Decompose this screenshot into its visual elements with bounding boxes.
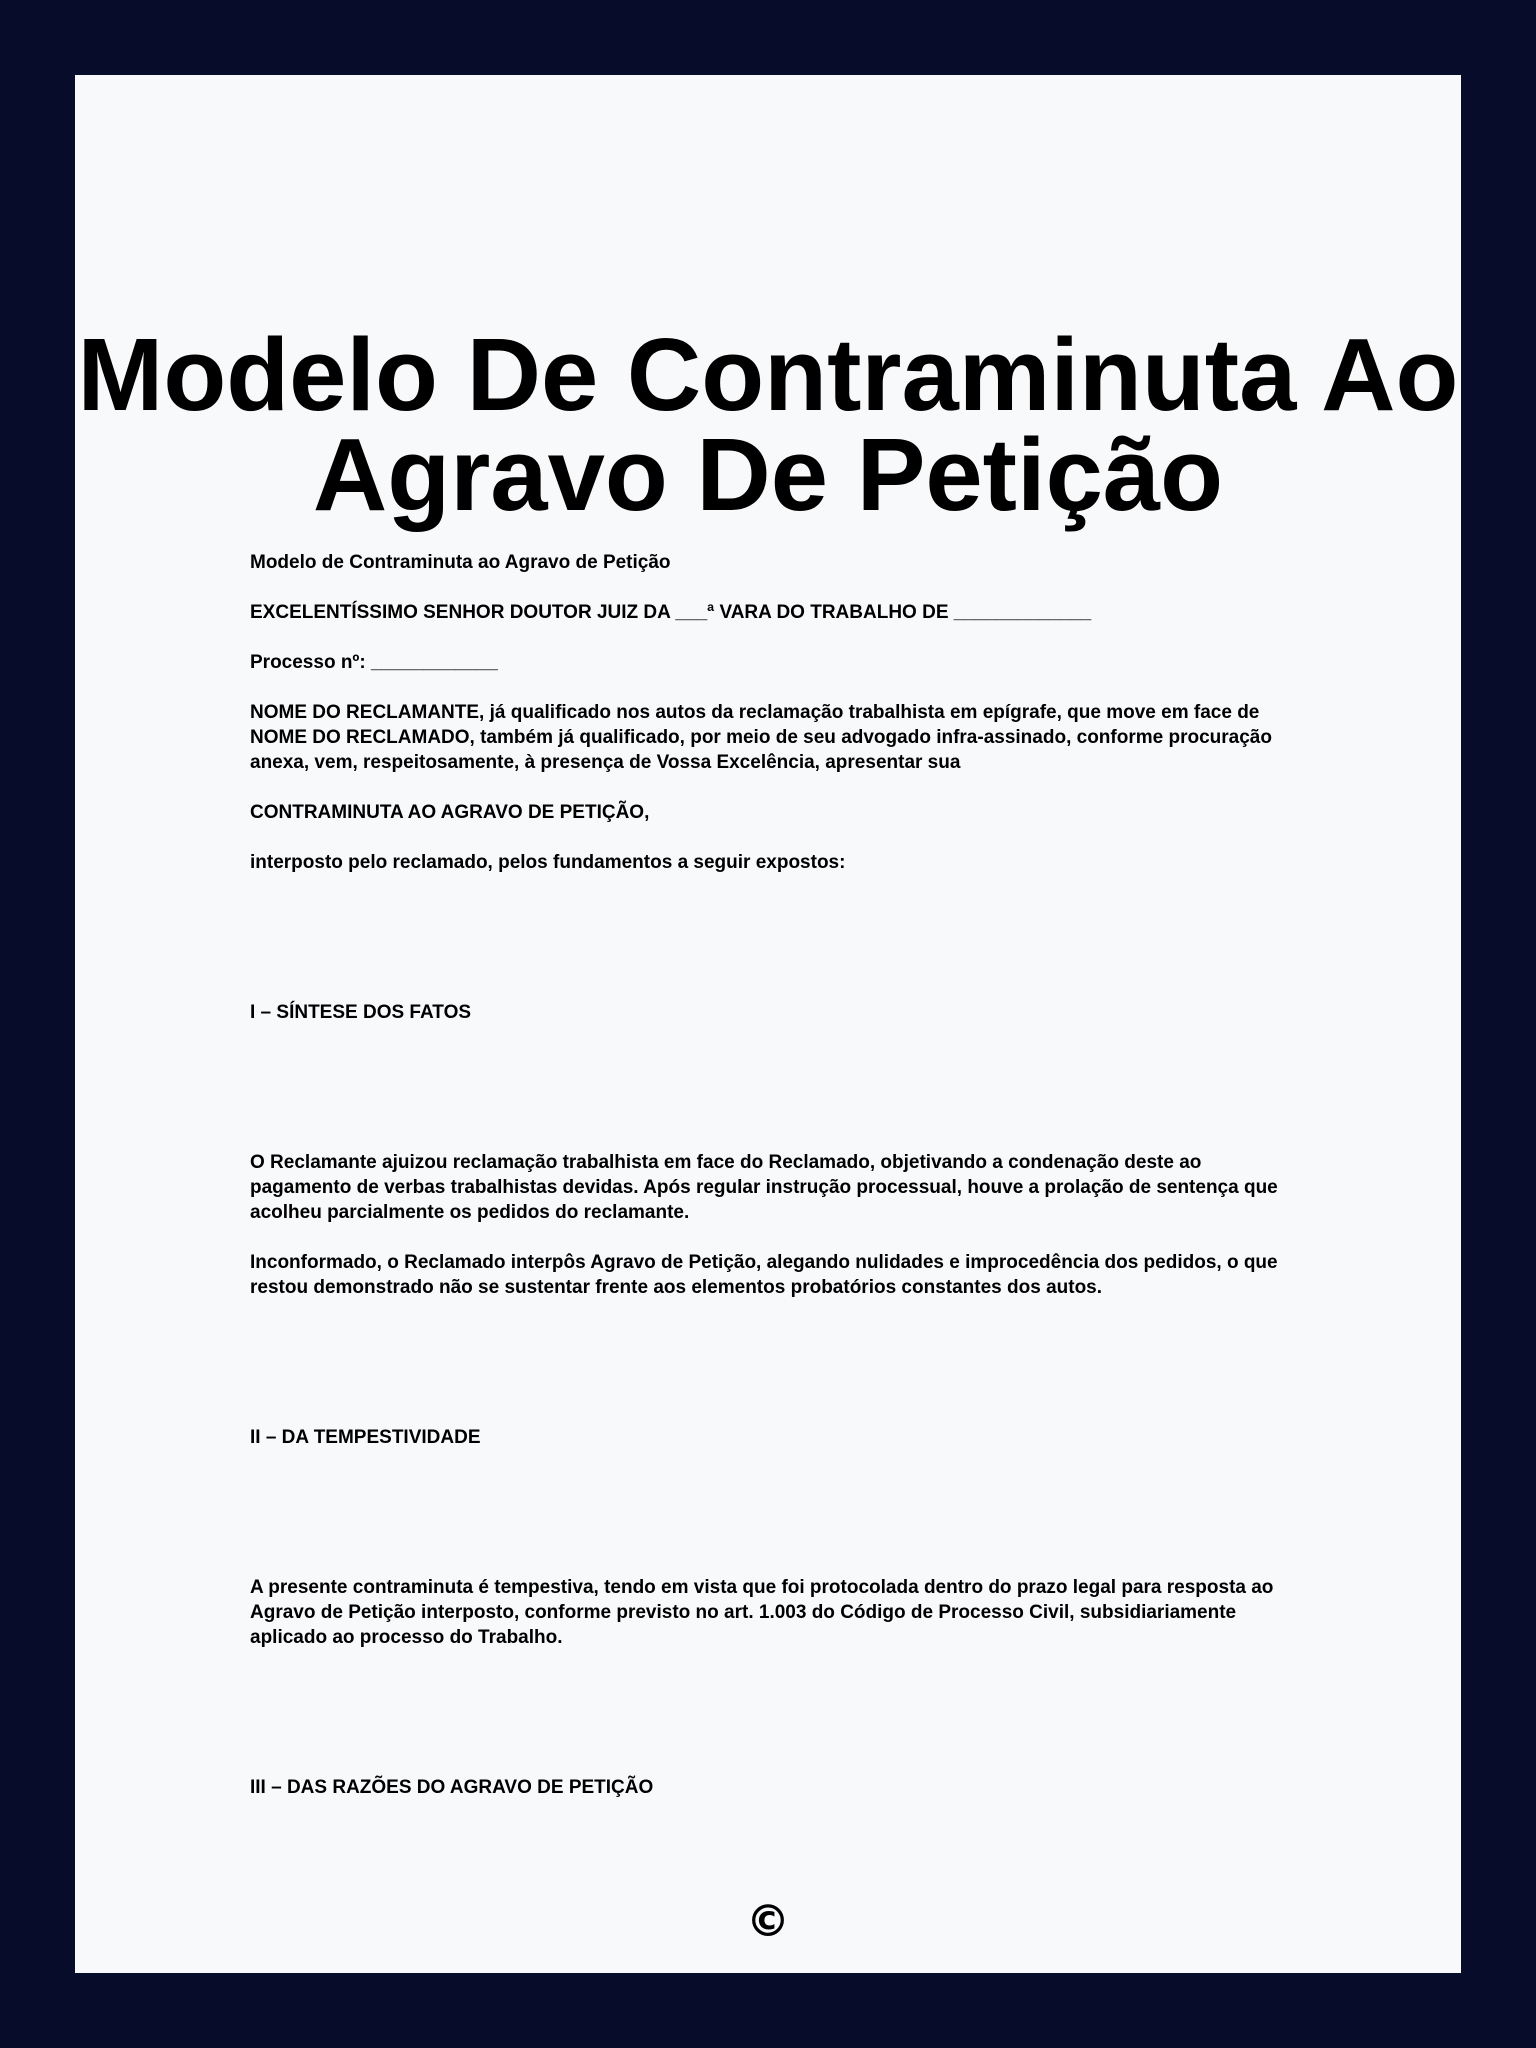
section-heading-razoes: III – DAS RAZÕES DO AGRAVO DE PETIÇÃO — [250, 1777, 654, 1798]
section-heading-sintese: I – SÍNTESE DOS FATOS — [250, 1002, 472, 1023]
document-heading: Modelo de Contraminuta ao Agravo de Petição — [250, 552, 671, 573]
document-title: Modelo De Contraminuta Ao Agravo De Petição — [77, 317, 1459, 532]
section-paragraph: A presente contraminuta é tempestiva, tendo em vista que foi protocolada dentro do prazo legal para resposta ao Agravo de Petição interposto, conforme previsto no art. 1.003 do Código de Processo Civil, subsidiariamente aplicado ao processo do Trabalho. — [250, 1577, 1274, 1648]
intro-paragraph: NOME DO RECLAMANTE, já qualificado nos autos da reclamação trabalhista em epígrafe, que move em face de NOME DO RECLAMADO, também já qualificado, por meio de seu advogado infra-assinado, conforme procuração anexa, vem, respeitosamente, à presença de Vossa Excelência, apresentar sua — [250, 702, 1272, 773]
intro-closing: interposto pelo reclamado, pelos fundamentos a seguir expostos: — [250, 852, 846, 873]
section-heading-tempestividade: II – DA TEMPESTIVIDADE — [250, 1427, 481, 1448]
section-paragraph: Inconformado, o Reclamado interpôs Agravo de Petição, alegando nulidades e improcedência dos pedidos, o que restou demonstrado não se sustentar frente aos elementos probatórios constantes dos autos. — [250, 1252, 1278, 1298]
section-paragraph: O Reclamante ajuizou reclamação trabalhista em face do Reclamado, objetivando a condenação deste ao pagamento de verbas trabalhistas devidas. Após regular instrução processual, houve a prolação de sentença que acolheu parcialmente os pedidos do reclamante. — [250, 1152, 1278, 1223]
process-number: Processo nº: ____________ — [250, 652, 498, 673]
addressee-line: EXCELENTÍSSIMO SENHOR DOUTOR JUIZ DA ___ª VARA DO TRABALHO DE _____________ — [250, 602, 1092, 623]
document-page — [75, 75, 1461, 1973]
petition-name: CONTRAMINUTA AO AGRAVO DE PETIÇÃO, — [250, 802, 650, 823]
copyright-icon: © — [746, 1896, 790, 1947]
